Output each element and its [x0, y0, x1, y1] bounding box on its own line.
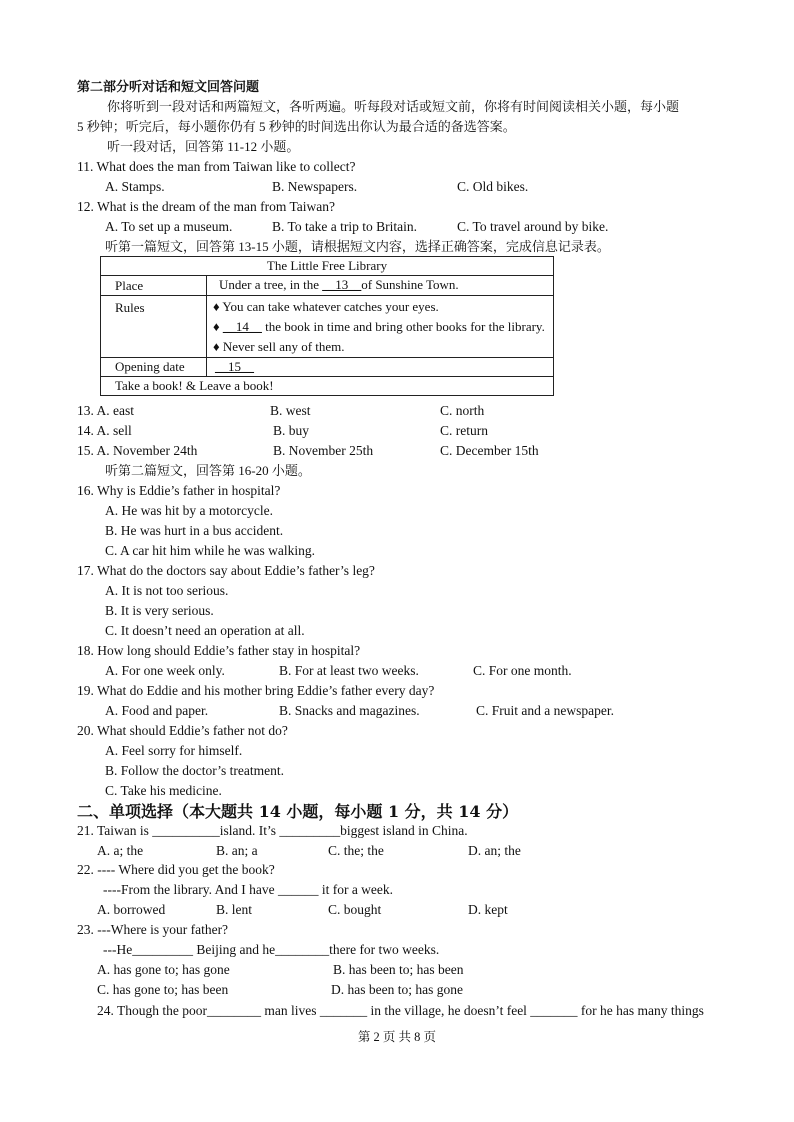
- question-13-option-b: B. west: [270, 403, 311, 418]
- question-20-option-b: B. Follow the doctor’s treatment.: [105, 763, 284, 778]
- blank-15: __15__: [215, 359, 254, 374]
- table-place-text-2: of Sunshine Town.: [361, 277, 459, 292]
- table-title: The Little Free Library: [101, 257, 554, 276]
- table-place-label: Place: [101, 276, 207, 296]
- question-12-stem: 12. What is the dream of the man from Taiwan?: [77, 199, 335, 214]
- question-19-option-a: A. Food and paper.: [105, 703, 209, 718]
- blank-13: __13__: [322, 277, 362, 292]
- rule-2-bullet: ♦: [213, 319, 223, 334]
- question-23-stem-2: ---He_________ Beijing and he________there for two weeks.: [103, 942, 440, 957]
- question-23-option-c: C. has gone to; has been: [97, 982, 229, 997]
- question-22-stem-2: ----From the library. And I have ______ it for a week.: [103, 882, 394, 897]
- table-footer: Take a book! & Leave a book!: [101, 377, 554, 396]
- question-11-option-b: B. Newspapers.: [272, 179, 358, 194]
- question-14-option-a: 14. A. sell: [77, 423, 132, 438]
- question-23-stem: 23. ---Where is your father?: [77, 922, 229, 937]
- question-18-option-a: A. For one week only.: [105, 663, 225, 678]
- question-14-option-b: B. buy: [273, 423, 310, 438]
- passage-2-instruction: 听第二篇短文，回答第 16-20 小题。: [105, 463, 311, 478]
- part2-instruction-3: 听一段对话，回答第 11-12 小题。: [107, 139, 300, 154]
- question-23-option-b: B. has been to; has been: [333, 962, 464, 977]
- table-rules-value: [207, 296, 554, 358]
- table-place-value: [207, 276, 554, 296]
- question-16-stem: 16. Why is Eddie’s father in hospital?: [77, 483, 281, 498]
- rule-2: [213, 317, 547, 337]
- question-16-option-a: A. He was hit by a motorcycle.: [105, 503, 273, 518]
- question-11-option-a: A. Stamps.: [105, 179, 165, 194]
- question-18-stem: 18. How long should Eddie’s father stay in hospital?: [77, 643, 361, 658]
- question-17-option-b: B. It is very serious.: [105, 603, 214, 618]
- question-15-option-c: C. December 15th: [440, 443, 539, 458]
- question-24-stem: 24. Though the poor________ man lives _______ in the village, he doesn’t feel _______ for he has many things: [97, 1003, 704, 1018]
- question-21-option-d: D. an; the: [468, 843, 521, 858]
- question-15-option-a: 15. A. November 24th: [77, 443, 198, 458]
- question-20-stem: 20. What should Eddie’s father not do?: [77, 723, 288, 738]
- info-record-table: [100, 256, 554, 396]
- question-15-option-b: B. November 25th: [273, 443, 374, 458]
- question-13-option-a: 13. A. east: [77, 403, 134, 418]
- question-12-option-a: A. To set up a museum.: [105, 219, 233, 234]
- question-22-stem: 22. ---- Where did you get the book?: [77, 862, 275, 877]
- blank-14: __14__: [222, 319, 262, 334]
- part2-instruction-2: 5 秒钟；听完后，每小题你仍有 5 秒钟的时间选出你认为最合适的备选答案。: [77, 119, 516, 134]
- table-rules-label: Rules: [101, 296, 207, 358]
- question-16-option-c: C. A car hit him while he was walking.: [105, 543, 315, 558]
- question-12-option-c: C. To travel around by bike.: [457, 219, 609, 234]
- question-18-option-c: C. For one month.: [473, 663, 572, 678]
- question-20-option-a: A. Feel sorry for himself.: [105, 743, 243, 758]
- question-22-option-c: C. bought: [328, 902, 382, 917]
- question-17-stem: 17. What do the doctors say about Eddie’s father’s leg?: [77, 563, 375, 578]
- question-11-option-c: C. Old bikes.: [457, 179, 529, 194]
- page-footer: 第 2 页 共 8 页: [357, 1030, 437, 1044]
- question-23-option-a: A. has gone to; has gone: [97, 962, 230, 977]
- question-14-option-c: C. return: [440, 423, 488, 438]
- section-2-title: 二、单项选择（本大题共 14 小题，每小题 1 分，共 14 分）: [77, 802, 519, 821]
- question-20-option-c: C. Take his medicine.: [105, 783, 222, 798]
- rule-2-text: the book in time and bring other books for the library.: [261, 319, 545, 334]
- question-21-stem: 21. Taiwan is __________island. It’s _________biggest island in China.: [77, 823, 468, 838]
- question-21-option-a: A. a; the: [97, 843, 144, 858]
- passage-1-instruction: 听第一篇短文，回答第 13-15 小题，请根据短文内容，选择正确答案，完成信息记录表。: [105, 239, 610, 254]
- question-16-option-b: B. He was hurt in a bus accident.: [105, 523, 284, 538]
- question-22-option-b: B. lent: [216, 902, 252, 917]
- question-19-option-c: C. Fruit and a newspaper.: [476, 703, 614, 718]
- question-18-option-b: B. For at least two weeks.: [279, 663, 419, 678]
- question-12-option-b: B. To take a trip to Britain.: [272, 219, 418, 234]
- question-22-option-d: D. kept: [468, 902, 508, 917]
- question-17-option-a: A. It is not too serious.: [105, 583, 229, 598]
- question-22-option-a: A. borrowed: [97, 902, 166, 917]
- question-13-option-c: C. north: [440, 403, 485, 418]
- part2-title: 第二部分听对话和短文回答问题: [77, 80, 260, 95]
- question-21-option-b: B. an; a: [216, 843, 258, 858]
- question-11-stem: 11. What does the man from Taiwan like to collect?: [77, 159, 356, 174]
- table-opening-label: Opening date: [101, 358, 207, 377]
- table-opening-value: [207, 358, 554, 377]
- question-17-option-c: C. It doesn’t need an operation at all.: [105, 623, 305, 638]
- rule-1: ♦ You can take whatever catches your eyes.: [213, 299, 439, 314]
- table-place-text: Under a tree, in the: [219, 277, 323, 292]
- part2-instruction-1: 你将听到一段对话和两篇短文，各听两遍。听每段对话或短文前，你将有时间阅读相关小题，每小题: [107, 99, 680, 114]
- question-19-option-b: B. Snacks and magazines.: [279, 703, 420, 718]
- rule-3: ♦ Never sell any of them.: [213, 339, 345, 354]
- question-21-option-c: C. the; the: [328, 843, 384, 858]
- question-19-stem: 19. What do Eddie and his mother bring Eddie’s father every day?: [77, 683, 435, 698]
- question-23-option-d: D. has been to; has gone: [331, 982, 463, 997]
